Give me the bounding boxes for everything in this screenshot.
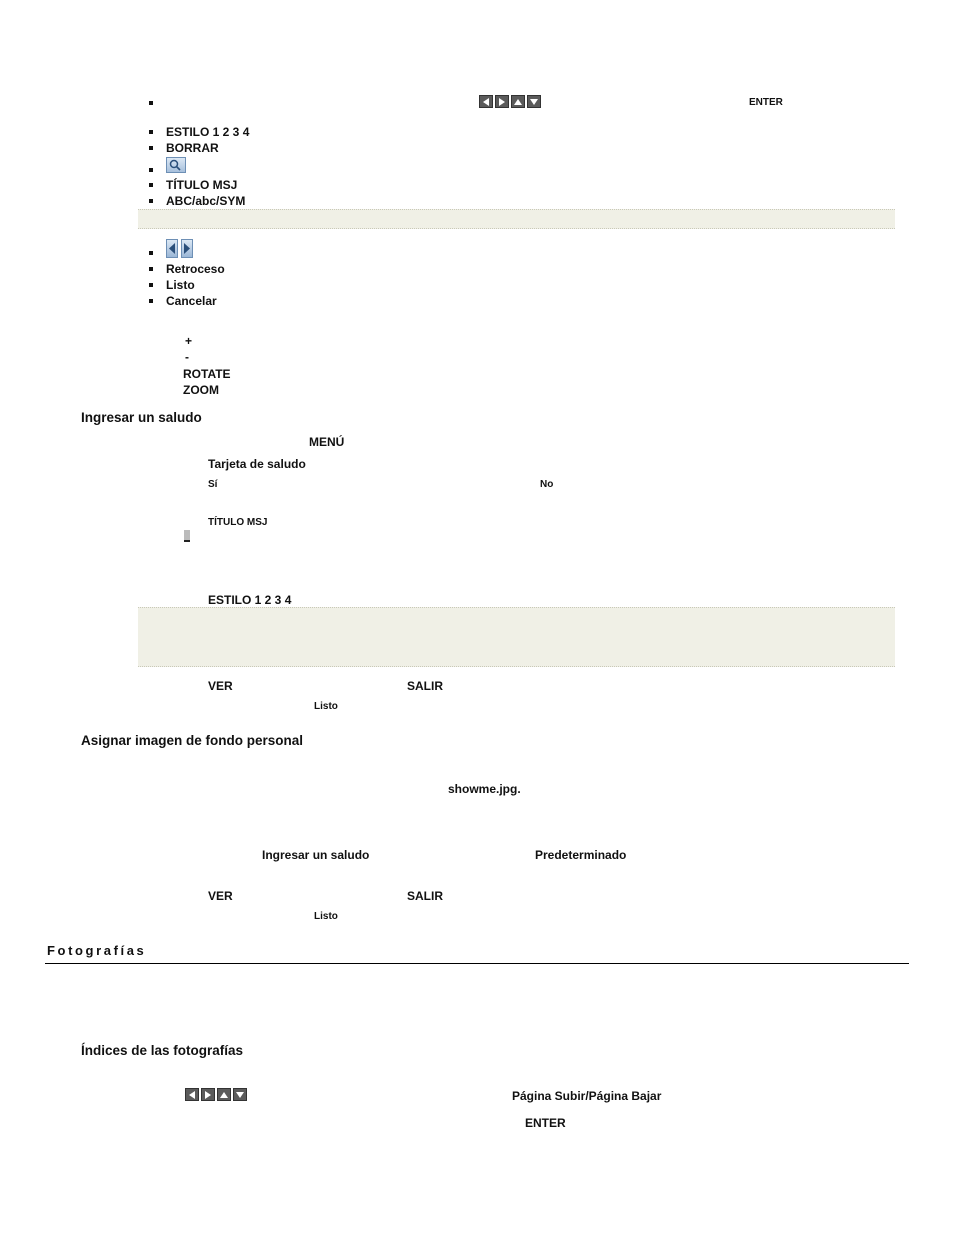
list-item: Listo — [166, 278, 195, 292]
edit-key-minus: - — [185, 350, 189, 364]
down-arrow-icon — [233, 1088, 247, 1101]
list-bullet — [149, 299, 153, 303]
exit-label: SALIR — [407, 679, 443, 693]
up-arrow-icon — [511, 95, 525, 108]
text-cursor-icon — [184, 530, 190, 542]
view-label: VER — [208, 889, 233, 903]
enter-key-label: ENTER — [525, 1116, 566, 1130]
list-bullet — [149, 183, 153, 187]
enter-key-label: ENTER — [749, 97, 783, 108]
edit-key-rotate: ROTATE — [183, 367, 231, 381]
list-bullet — [149, 251, 153, 255]
list-bullet — [149, 283, 153, 287]
section-divider — [45, 963, 909, 964]
list-bullet — [149, 267, 153, 271]
list-item: Cancelar — [166, 294, 217, 308]
down-arrow-icon — [527, 95, 541, 108]
done-label: Listo — [314, 701, 338, 712]
up-arrow-icon — [217, 1088, 231, 1101]
list-bullet — [149, 101, 153, 105]
section-heading: Índices de las fotografías — [81, 1043, 244, 1058]
section-title: Fotografías — [47, 943, 147, 958]
message-title-label: TÍTULO MSJ — [208, 517, 268, 528]
list-bullet — [149, 146, 153, 150]
edit-key-zoom: ZOOM — [183, 383, 219, 397]
arrow-keys-group — [479, 95, 541, 108]
no-option-label: No — [540, 479, 554, 490]
filename-label: showme.jpg. — [448, 782, 521, 796]
right-arrow-icon — [201, 1088, 215, 1101]
style-label: ESTILO 1 2 3 4 — [208, 593, 292, 607]
view-label: VER — [208, 679, 233, 693]
section-heading: Ingresar un saludo — [81, 410, 202, 425]
list-item: ESTILO 1 2 3 4 — [166, 125, 250, 139]
done-label: Listo — [314, 911, 338, 922]
yes-option-label: Sí — [208, 479, 218, 490]
list-bullet — [149, 130, 153, 134]
section-heading: Asignar imagen de fondo personal — [81, 733, 304, 748]
left-cursor-icon — [166, 239, 178, 258]
list-item: TÍTULO MSJ — [166, 178, 238, 192]
default-label: Predeterminado — [535, 848, 627, 862]
list-item: Retroceso — [166, 262, 225, 276]
greeting-reference: Ingresar un saludo — [262, 848, 370, 862]
list-item: BORRAR — [166, 141, 219, 155]
page-up-down-label: Página Subir/Página Bajar — [512, 1089, 662, 1103]
list-bullet — [149, 168, 153, 172]
arrow-keys-group — [185, 1088, 247, 1101]
edit-key-plus: + — [185, 334, 193, 348]
greeting-card-label: Tarjeta de saludo — [208, 457, 306, 471]
exit-label: SALIR — [407, 889, 443, 903]
left-arrow-icon — [185, 1088, 199, 1101]
list-bullet — [149, 199, 153, 203]
search-icon — [166, 157, 186, 173]
right-arrow-icon — [495, 95, 509, 108]
menu-label: MENÚ — [309, 435, 345, 449]
list-item: ABC/abc/SYM — [166, 194, 246, 208]
right-cursor-icon — [181, 239, 193, 258]
shaded-note-box — [138, 607, 895, 667]
left-arrow-icon — [479, 95, 493, 108]
shaded-note-box — [138, 209, 895, 229]
